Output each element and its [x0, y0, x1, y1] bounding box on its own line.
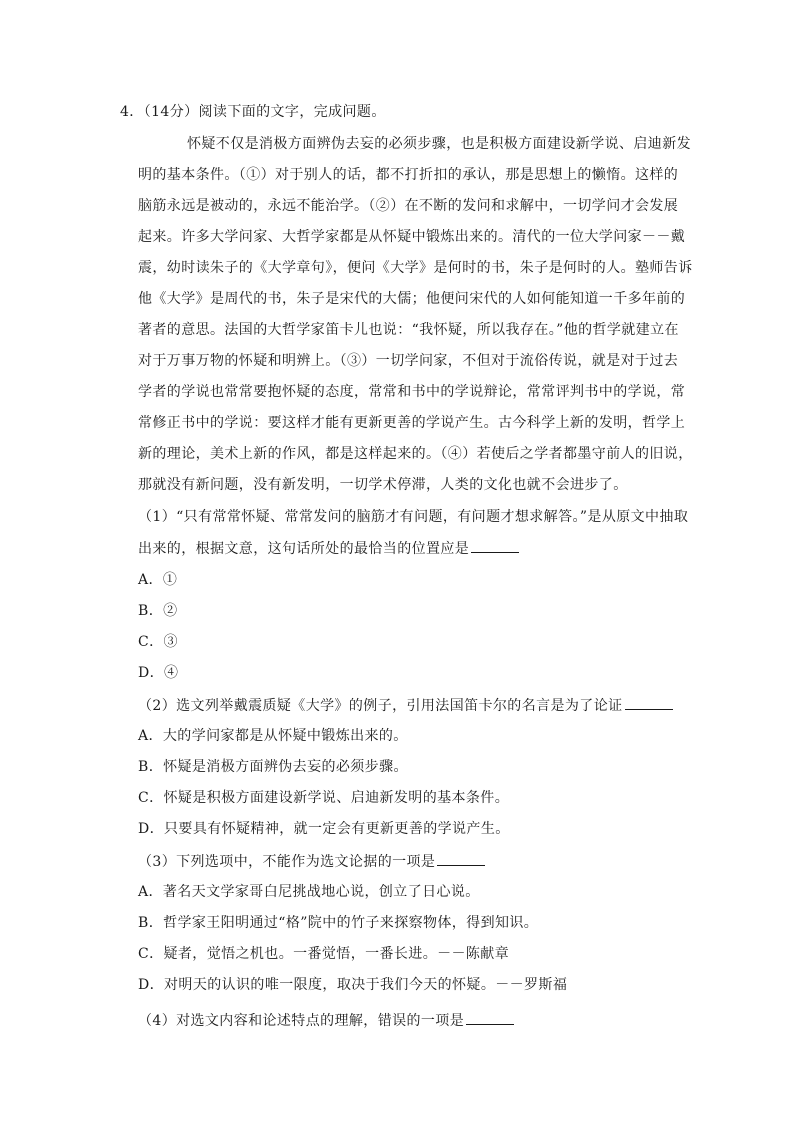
sub1-option-d: D．④	[138, 665, 179, 681]
passage-line: 那就没有新问题，没有新发明，一切学术停滞，人类的文化也就不会进步了。	[138, 477, 628, 493]
answer-blank[interactable]	[625, 696, 673, 710]
passage-line: 新的理论，美术上新的作风，都是这样起来的。（④）若使后之学者都墨守前人的旧说，	[138, 446, 693, 462]
sub1-option-c: C．③	[138, 634, 178, 650]
sub1-stem: （1）“只有常常怀疑、常常发问的脑筋才有问题，有问题才想求解答。”是从原文中抽取	[138, 509, 689, 525]
sub3-option-a: A．著名天文学家哥白尼挑战地心说，创立了日心说。	[138, 884, 480, 900]
sub2-option-b: B．怀疑是消极方面辨伪去妄的必须步骤。	[138, 759, 408, 775]
passage-line: 常修正书中的学说：要这样才能有更新更善的学说产生。古今科学上新的发明，哲学上	[138, 415, 686, 431]
passage-line: 著者的意思。法国的大哲学家笛卡儿也说：“我怀疑，所以我存在。”他的哲学就建立在	[138, 322, 679, 338]
sub3-stem: （3）下列选项中，不能作为选文论据的一项是	[138, 852, 485, 871]
passage-line: 起来。许多大学问家、大哲学家都是从怀疑中锻炼出来的。清代的一位大学问家－－戴	[138, 229, 686, 245]
sub1-stem-cont: 出来的，根据文意，这句话所处的最恰当的位置应是	[138, 539, 519, 558]
passage-line: 明的基本条件。（①）对于别人的话，都不打折扣的承认，那是思想上的懒惰。这样的	[138, 167, 679, 183]
sub2-option-d: D．只要具有怀疑精神，就一定会有更新更善的学说产生。	[138, 821, 510, 837]
passage-line: 学者的学说也常常要抱怀疑的态度，常常和书中的学说辩论，常常评判书中的学说，常	[138, 384, 686, 400]
sub3-option-d: D．对明天的认识的唯一限度，取决于我们今天的怀疑。－－罗斯福	[138, 977, 568, 993]
question-header: 4．（14分）阅读下面的文字，完成问题。	[120, 104, 386, 120]
passage-line: 震，幼时读朱子的《大学章句》，便问《大学》是何时的书，朱子是何时的人。塾师告诉	[138, 260, 693, 276]
passage-line: 怀疑不仅是消极方面辨伪去妄的必须步骤，也是积极方面建设新学说、启迪新发	[187, 136, 691, 152]
passage-line: 对于万事万物的怀疑和明辨上。（③）一切学问家，不但对于流俗传说，就是对于过去	[138, 353, 679, 369]
answer-blank[interactable]	[466, 1011, 514, 1025]
answer-blank[interactable]	[437, 852, 485, 866]
sub2-stem: （2）选文列举戴震质疑《大学》的例子，引用法国笛卡尔的名言是为了论证	[138, 696, 673, 715]
passage-line: 他《大学》是周代的书，朱子是宋代的大儒；他便问宋代的人如何能知道一千多年前的	[138, 291, 686, 307]
passage-line: 脑筋永远是被动的，永远不能治学。（②）在不断的发问和求解中，一切学问才会发展	[138, 198, 679, 214]
sub4-stem: （4）对选文内容和论述特点的理解，错误的一项是	[138, 1011, 514, 1030]
sub3-option-b: B．哲学家王阳明通过“格”院中的竹子来探察物体，得到知识。	[138, 915, 539, 931]
sub1-option-b: B．②	[138, 603, 178, 619]
sub3-option-c: C．疑者，觉悟之机也。一番觉悟，一番长进。－－陈献章	[138, 946, 510, 962]
answer-blank[interactable]	[471, 539, 519, 553]
sub1-option-a: A．①	[138, 572, 178, 588]
sub2-option-c: C．怀疑是积极方面建设新学说、启迪新发明的基本条件。	[138, 790, 510, 806]
sub2-option-a: A．大的学问家都是从怀疑中锻炼出来的。	[138, 728, 408, 744]
